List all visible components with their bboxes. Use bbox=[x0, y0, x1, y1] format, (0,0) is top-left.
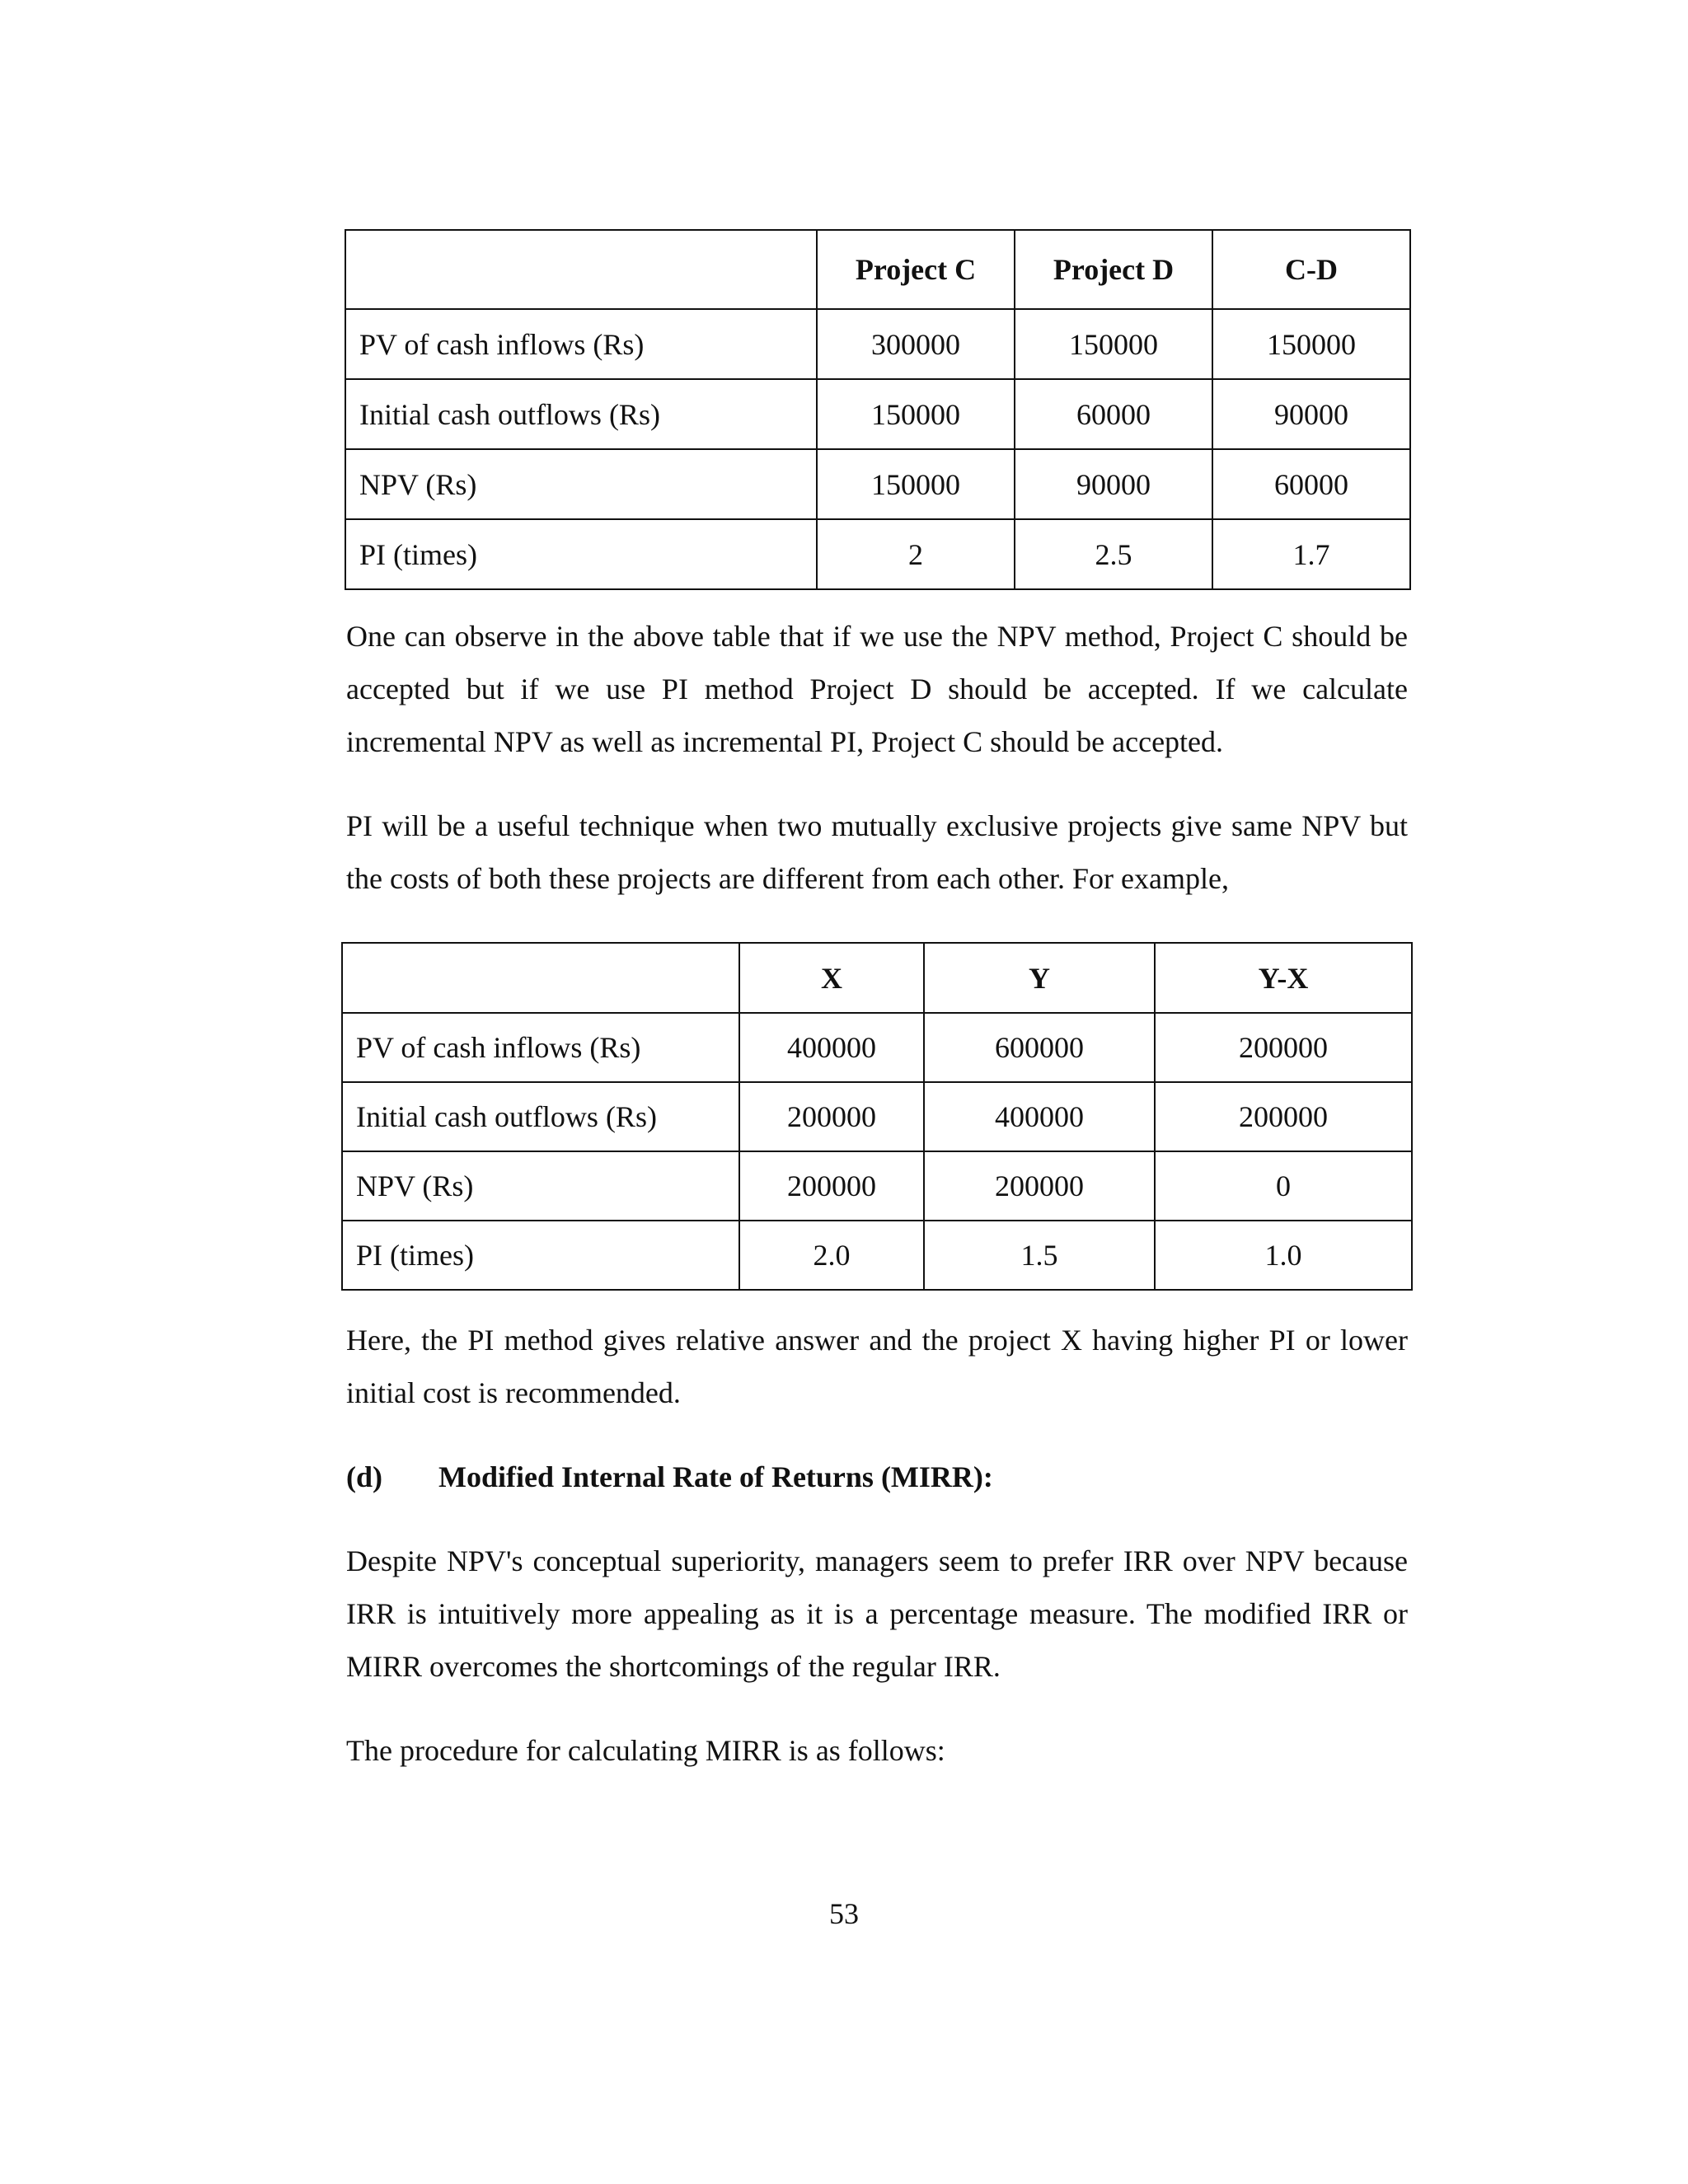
row-label: NPV (Rs) bbox=[345, 449, 817, 519]
row-label: PI (times) bbox=[345, 519, 817, 589]
table-row bbox=[342, 1221, 1412, 1290]
table-cell: 90000 bbox=[1212, 379, 1410, 449]
table-cell: 200000 bbox=[1155, 1082, 1412, 1151]
table-cell: 90000 bbox=[1015, 449, 1212, 519]
table-cell: 200000 bbox=[924, 1151, 1155, 1221]
table-header-cell: X bbox=[739, 943, 924, 1013]
table-row bbox=[345, 309, 1410, 379]
row-label: Initial cash outflows (Rs) bbox=[345, 379, 817, 449]
table-cell: 150000 bbox=[817, 449, 1015, 519]
table-row bbox=[345, 379, 1410, 449]
row-label: PV of cash inflows (Rs) bbox=[342, 1013, 739, 1082]
table-cell: 60000 bbox=[1212, 449, 1410, 519]
table-cell: 2.0 bbox=[739, 1221, 924, 1290]
table-cell: 200000 bbox=[1155, 1013, 1412, 1082]
table-header-cell bbox=[342, 943, 739, 1013]
table-cell: 2.5 bbox=[1015, 519, 1212, 589]
table-row bbox=[342, 1013, 1412, 1082]
section-title: Modified Internal Rate of Returns (MIRR): bbox=[438, 1460, 993, 1493]
table-row bbox=[345, 519, 1410, 589]
table-cell: 1.5 bbox=[924, 1221, 1155, 1290]
table-cell: 150000 bbox=[817, 379, 1015, 449]
table-header-cell: Project D bbox=[1015, 230, 1212, 309]
table-cell: 400000 bbox=[924, 1082, 1155, 1151]
section-heading-mirr bbox=[346, 1451, 993, 1503]
paragraph-mirr-intro: Despite NPV's conceptual superiority, managers seem to prefer IRR over NPV because IRR is intuitively more appealing as it is a percentage measure. The modified IRR or MIRR overcomes the shortcomings of the regular IRR. bbox=[346, 1544, 1408, 1683]
comparison-table-c-d bbox=[345, 229, 1411, 590]
table-cell: 150000 bbox=[1212, 309, 1410, 379]
table-header-cell: C-D bbox=[1212, 230, 1410, 309]
table-header-cell: Y-X bbox=[1155, 943, 1412, 1013]
paragraph-mirr-procedure: The procedure for calculating MIRR is as follows: bbox=[346, 1734, 945, 1767]
table-header-cell: Y bbox=[924, 943, 1155, 1013]
table-row bbox=[345, 449, 1410, 519]
row-label: Initial cash outflows (Rs) bbox=[342, 1082, 739, 1151]
table-cell: 2 bbox=[817, 519, 1015, 589]
table-cell: 150000 bbox=[1015, 309, 1212, 379]
row-label: PI (times) bbox=[342, 1221, 739, 1290]
row-label: NPV (Rs) bbox=[342, 1151, 739, 1221]
table-cell: 1.7 bbox=[1212, 519, 1410, 589]
row-label: PV of cash inflows (Rs) bbox=[345, 309, 817, 379]
comparison-table-x-y bbox=[341, 942, 1413, 1291]
table-cell: 200000 bbox=[739, 1151, 924, 1221]
table-row bbox=[342, 1082, 1412, 1151]
table-cell: 600000 bbox=[924, 1013, 1155, 1082]
table-cell: 200000 bbox=[739, 1082, 924, 1151]
table-cell: 60000 bbox=[1015, 379, 1212, 449]
table-header-row bbox=[345, 230, 1410, 309]
paragraph-pi-relative: Here, the PI method gives relative answer and the project X having higher PI or lower initial cost is recommended. bbox=[346, 1324, 1408, 1409]
page-number: 53 bbox=[829, 1897, 859, 1930]
paragraph-npv-vs-pi: One can observe in the above table that if we use the NPV method, Project C should be accepted but if we use PI method Project D should be accepted. If we calculate incremental NPV as well as incremental PI, Project C should be accepted. bbox=[346, 620, 1408, 758]
table-cell: 300000 bbox=[817, 309, 1015, 379]
table-header-row bbox=[342, 943, 1412, 1013]
table-cell: 400000 bbox=[739, 1013, 924, 1082]
table-header-cell bbox=[345, 230, 817, 309]
section-number: (d) bbox=[346, 1460, 382, 1493]
table-cell: 1.0 bbox=[1155, 1221, 1412, 1290]
table-header-cell: Project C bbox=[817, 230, 1015, 309]
table-row bbox=[342, 1151, 1412, 1221]
paragraph-pi-usefulness: PI will be a useful technique when two mutually exclusive projects give same NPV but the costs of both these projects are different from each other. For example, bbox=[346, 809, 1408, 895]
table-cell: 0 bbox=[1155, 1151, 1412, 1221]
